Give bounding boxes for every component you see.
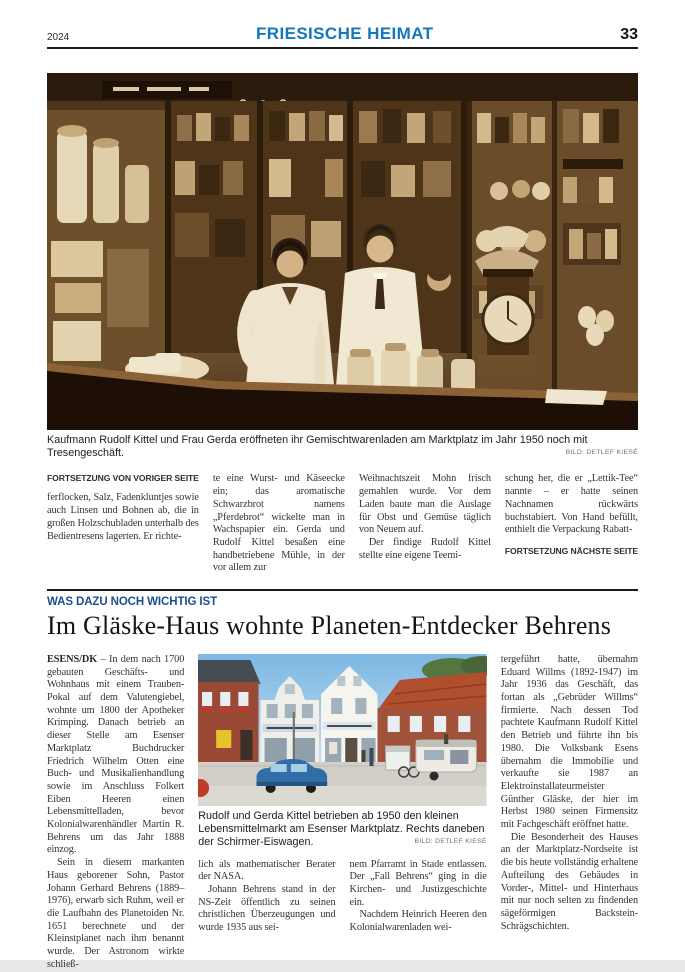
marketplace-illustration: [198, 654, 487, 806]
section-divider: [47, 589, 638, 591]
shop-interior-photo: [47, 73, 638, 430]
photo1-credit: BILD: DETLEF KIESÉ: [565, 449, 638, 457]
article-paragraph: Johann Behrens stand in der NS-Zeit öffentlich zu seinen christlichen Überzeugungen und wurde 1935 aus sei-: [198, 883, 336, 934]
edition-year: 2024: [47, 32, 70, 43]
continuation-text: schung her, die er „Lettik-Tee“ nannte – er hatte seinen Nachnamen rückwärts buchstabiert. Von Hand befüllt, enthielt die Verpackung Rabatt-: [504, 473, 638, 536]
article-paragraph: nem Pfarramt in Stade entlassen. Der „Fall Behrens“ ging in die Kirchen- und Justizgeschichte ein.: [349, 858, 487, 908]
continuation-col1: [47, 473, 199, 575]
photo1-caption: Kaufmann Rudolf Kittel und Frau Gerda eröffneten ihr Gemischtwarenladen am Marktplatz im Jahr 1950 noch mit Tresengeschäft.: [47, 434, 588, 460]
photo2-credit: BILD: DETLEF KIESÉ: [414, 838, 487, 846]
continuation-text: Der findige Rudolf Kittel stellte eine eigene Teemi-: [358, 536, 491, 561]
dateline: ESENS/DK: [47, 653, 98, 665]
article-paragraph: [47, 654, 184, 857]
continuation-section: [47, 473, 638, 575]
continuation-text: te eine Wurst- und Käseecke ein; das aromatische Schwarzbrot namens „Pferdebrot“ wickelte man in Wachspapier ein. Gerda und Rudolf Kittel besaßen eine handbetriebene Mühle, in der vor allem zur: [212, 473, 345, 574]
article-paragraph: lich als mathematischer Berater der NASA.: [198, 858, 336, 883]
continuation-col2: [213, 473, 345, 575]
article-col-right: [501, 654, 638, 933]
article-paragraph: Sein in diesem markanten Haus geborener Sohn, Pastor Johann Gerhard Behrens (1889–1976), erwarb sich Ruhm, weil er die Laufbahn des Planetoiden Nr. 1651 berechnete und der Kleinstplanet nach ihm benannt wurde. Der Astronom wirkte schließ-: [47, 857, 185, 970]
article-mid-col1: [198, 859, 335, 935]
continuation-col3: [359, 473, 491, 575]
article-headline: Im Gläske-Haus wohnte Planeten-Entdecker Behrens: [47, 611, 612, 641]
article-body: [47, 654, 638, 972]
continuation-col4: [505, 473, 638, 575]
photo1-caption-block: [47, 434, 638, 460]
photo2-caption-block: [198, 810, 487, 850]
page-header: [47, 24, 638, 49]
section-masthead: FRIESISCHE HEIMAT: [256, 24, 434, 43]
article-kicker: WAS DAZU NOCH WICHTIG IST: [47, 596, 217, 609]
article-paragraph: tergeführt hatte, übernahm Eduard Willms (1892-1947) im Jahr 1936 das Geschäft, das fortan als „Gebrüder Willms“ firmierte. Nach dessen Tod pachtete Kaufmann Rudolf Kittel den Betrieb und führte ihn bis 1980. Die Volksbank Esens übernahm die Immobilie und verkaufte sie 1987 an Elektroinstallateurmeister Günther Gläske, der hier im Herbst 1980 seinen Firmensitz mit Fachgeschäft eröffnet hatte.: [500, 653, 638, 831]
article-text: – In dem nach 1700 gebauten Geschäfts- und Wohnhaus mit einem Trauben-Pokal auf dem Valutengiebel, wohnte um 1800 der Apotheker Krimping. Danach betrieb an dieser Stelle am Esenser Marktplatz Buchdrucker Friedrich Wilhelm Otten eine Buch- und Musikalienhandlung sowie im Anschluss Folkert Eiben Heeren einen Lebensmittelladen, bevor Kolonialwarenhändler Martin R. Behrens um das Jahr 1888 einzog.: [47, 653, 185, 856]
photo2-caption: Rudolf und Gerda Kittel betrieben ab 1950 den kleinen Lebensmittelmarkt am Esenser Marktplatz. Rechts daneben der Schirmer-Eiswagen.: [198, 809, 485, 849]
page-number: 33: [620, 26, 638, 43]
article-mid-col2: [350, 859, 487, 935]
article-middle-columns: [198, 859, 487, 935]
continued-from-kicker: FORTSETZUNG VON VORIGER SEITE: [47, 473, 199, 484]
article-col-middle: [198, 654, 487, 935]
article-paragraph: Nachdem Heinrich Heeren den Kolonialwarenladen wei-: [349, 909, 487, 934]
continuation-text: ferflocken, Salz, Fadenkluntjes sowie auch Linsen und Bohnen ab, die in großen Holzschubladen unterhalb des Bedientresens lagerten. Er richte-: [47, 492, 199, 542]
marketplace-photo: [198, 654, 487, 806]
continuation-text: Weihnachtszeit Mohn frisch gemahlen wurde. Vor dem Laden baute man die Auslage für Obst und Gemüse täglich von Neuem auf.: [358, 473, 491, 536]
continued-next-kicker: FORTSETZUNG NÄCHSTE SEITE: [504, 545, 638, 556]
shop-interior-illustration: [47, 73, 638, 430]
article-paragraph: Die Besonderheit des Hauses an der Marktplatz-Nordseite ist die bis heute vollständig erhaltene Aufteilung des Gebäudes in Vorder-, Mittel- und Hinterhaus mit nur noch selten zu findenden sägeförmigen Backstein-Schrägschichten.: [500, 831, 638, 932]
article-col-left: [47, 654, 184, 972]
